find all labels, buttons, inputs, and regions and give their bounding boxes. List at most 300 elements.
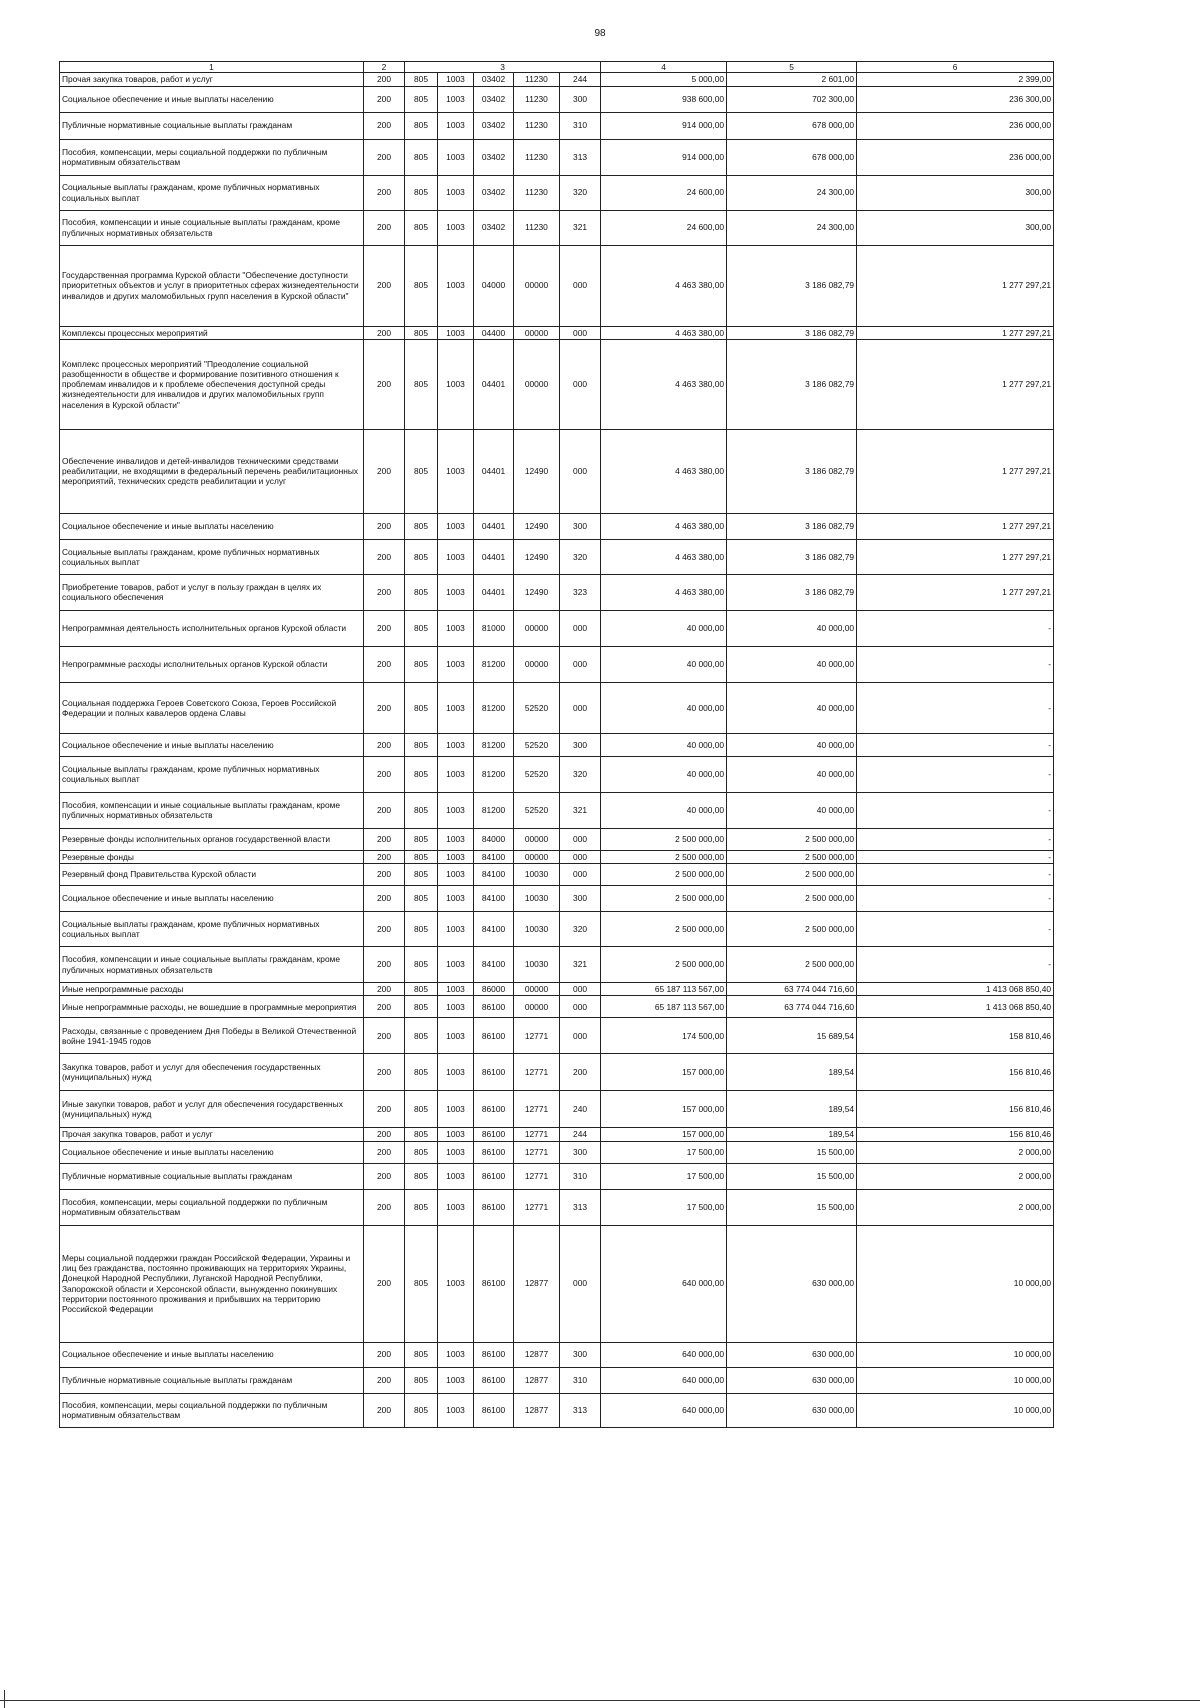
value-col-6: 2 000,00	[857, 1163, 1054, 1189]
code-program: 84100	[474, 850, 514, 863]
value-col-6: -	[857, 828, 1054, 850]
code-subsection: 1003	[438, 1128, 474, 1141]
code-gov: 200	[364, 983, 405, 996]
value-col-4: 65 187 113 567,00	[601, 983, 727, 996]
code-direction: 12490	[514, 574, 560, 610]
code-section: 805	[405, 886, 438, 912]
code-section: 805	[405, 1054, 438, 1091]
value-col-6: 1 413 068 850,40	[857, 996, 1054, 1018]
code-expense-type: 000	[560, 682, 601, 733]
code-gov: 200	[364, 339, 405, 429]
table-row	[60, 326, 1054, 339]
code-gov: 200	[364, 1367, 405, 1393]
table-row	[60, 1367, 1054, 1393]
code-section: 805	[405, 326, 438, 339]
code-direction: 00000	[514, 245, 560, 326]
value-col-6: -	[857, 947, 1054, 983]
table-row	[60, 1128, 1054, 1141]
code-expense-type: 000	[560, 828, 601, 850]
table-row	[60, 1018, 1054, 1054]
code-section: 805	[405, 112, 438, 139]
value-col-6: -	[857, 912, 1054, 947]
code-expense-type: 244	[560, 73, 601, 86]
value-col-4: 40 000,00	[601, 733, 727, 756]
code-gov: 200	[364, 1189, 405, 1225]
code-gov: 200	[364, 245, 405, 326]
value-col-4: 2 500 000,00	[601, 912, 727, 947]
value-col-6: 156 810,46	[857, 1128, 1054, 1141]
code-gov: 200	[364, 610, 405, 646]
code-direction: 00000	[514, 850, 560, 863]
value-col-5: 3 186 082,79	[727, 429, 857, 513]
code-expense-type: 244	[560, 1128, 601, 1141]
code-subsection: 1003	[438, 574, 474, 610]
row-name: Резервный фонд Правительства Курской области	[60, 864, 364, 886]
code-expense-type: 320	[560, 539, 601, 574]
code-direction: 12877	[514, 1367, 560, 1393]
value-col-4: 2 500 000,00	[601, 886, 727, 912]
row-name: Социальная поддержка Героев Советского Союза, Героев Российской Федерации и полных кавалеров ордена Славы	[60, 682, 364, 733]
value-col-5: 189,54	[727, 1091, 857, 1128]
code-direction: 12877	[514, 1225, 560, 1342]
value-col-5: 3 186 082,79	[727, 245, 857, 326]
table-row	[60, 792, 1054, 828]
code-subsection: 1003	[438, 1141, 474, 1163]
code-expense-type: 310	[560, 112, 601, 139]
code-expense-type: 300	[560, 886, 601, 912]
code-subsection: 1003	[438, 1189, 474, 1225]
value-col-4: 157 000,00	[601, 1054, 727, 1091]
page-edge-line	[0, 1700, 1200, 1701]
value-col-6: 236 000,00	[857, 112, 1054, 139]
value-col-4: 40 000,00	[601, 756, 727, 792]
value-col-5: 40 000,00	[727, 610, 857, 646]
code-program: 04401	[474, 339, 514, 429]
code-subsection: 1003	[438, 1225, 474, 1342]
code-program: 86100	[474, 1018, 514, 1054]
code-section: 805	[405, 1367, 438, 1393]
value-col-4: 640 000,00	[601, 1342, 727, 1367]
code-expense-type: 200	[560, 1054, 601, 1091]
value-col-6: -	[857, 733, 1054, 756]
value-col-6: -	[857, 886, 1054, 912]
value-col-5: 15 500,00	[727, 1141, 857, 1163]
value-col-6: 1 277 297,21	[857, 539, 1054, 574]
row-name: Непрограммные расходы исполнительных органов Курской области	[60, 646, 364, 682]
header-col-3: 3	[405, 62, 601, 73]
code-direction: 11230	[514, 112, 560, 139]
code-direction: 12490	[514, 539, 560, 574]
code-expense-type: 300	[560, 86, 601, 112]
row-name: Прочая закупка товаров, работ и услуг	[60, 1128, 364, 1141]
code-program: 04400	[474, 326, 514, 339]
value-col-4: 4 463 380,00	[601, 574, 727, 610]
table-row	[60, 1054, 1054, 1091]
code-program: 81200	[474, 646, 514, 682]
code-expense-type: 000	[560, 850, 601, 863]
table-row	[60, 610, 1054, 646]
value-col-5: 2 500 000,00	[727, 828, 857, 850]
code-section: 805	[405, 1128, 438, 1141]
row-name: Иные непрограммные расходы, не вошедшие в программные мероприятия	[60, 996, 364, 1018]
value-col-4: 938 600,00	[601, 86, 727, 112]
code-subsection: 1003	[438, 112, 474, 139]
table-row	[60, 912, 1054, 947]
code-subsection: 1003	[438, 86, 474, 112]
code-subsection: 1003	[438, 339, 474, 429]
code-subsection: 1003	[438, 1163, 474, 1189]
code-section: 805	[405, 210, 438, 245]
code-subsection: 1003	[438, 996, 474, 1018]
value-col-4: 40 000,00	[601, 610, 727, 646]
code-direction: 52520	[514, 682, 560, 733]
code-subsection: 1003	[438, 1054, 474, 1091]
code-direction: 00000	[514, 646, 560, 682]
code-program: 04401	[474, 513, 514, 539]
code-gov: 200	[364, 1342, 405, 1367]
code-section: 805	[405, 339, 438, 429]
code-direction: 11230	[514, 86, 560, 112]
row-name: Социальное обеспечение и иные выплаты населению	[60, 1342, 364, 1367]
code-section: 805	[405, 756, 438, 792]
code-program: 03402	[474, 73, 514, 86]
row-name: Закупка товаров, работ и услуг для обеспечения государственных (муниципальных) нужд	[60, 1054, 364, 1091]
table-row	[60, 339, 1054, 429]
code-program: 81200	[474, 733, 514, 756]
code-program: 03402	[474, 175, 514, 210]
code-direction: 52520	[514, 756, 560, 792]
column-number-row	[60, 62, 1054, 73]
code-direction: 12771	[514, 1189, 560, 1225]
code-gov: 200	[364, 73, 405, 86]
code-direction: 00000	[514, 983, 560, 996]
code-section: 805	[405, 1141, 438, 1163]
code-gov: 200	[364, 1128, 405, 1141]
code-subsection: 1003	[438, 210, 474, 245]
code-gov: 200	[364, 210, 405, 245]
value-col-4: 65 187 113 567,00	[601, 996, 727, 1018]
code-direction: 00000	[514, 339, 560, 429]
code-gov: 200	[364, 139, 405, 175]
code-program: 81000	[474, 610, 514, 646]
value-col-4: 40 000,00	[601, 792, 727, 828]
code-program: 86100	[474, 1225, 514, 1342]
value-col-4: 24 600,00	[601, 210, 727, 245]
code-subsection: 1003	[438, 1367, 474, 1393]
value-col-6: 10 000,00	[857, 1342, 1054, 1367]
value-col-6: 2 000,00	[857, 1189, 1054, 1225]
code-program: 81200	[474, 682, 514, 733]
row-name: Социальные выплаты гражданам, кроме публичных нормативных социальных выплат	[60, 912, 364, 947]
code-section: 805	[405, 864, 438, 886]
code-direction: 12490	[514, 513, 560, 539]
value-col-5: 189,54	[727, 1128, 857, 1141]
page-edge-mark	[4, 1690, 5, 1708]
value-col-4: 4 463 380,00	[601, 513, 727, 539]
code-direction: 12771	[514, 1054, 560, 1091]
code-gov: 200	[364, 1393, 405, 1427]
code-expense-type: 000	[560, 610, 601, 646]
code-subsection: 1003	[438, 1342, 474, 1367]
code-program: 86100	[474, 1163, 514, 1189]
code-subsection: 1003	[438, 513, 474, 539]
row-name: Социальное обеспечение и иные выплаты населению	[60, 733, 364, 756]
code-gov: 200	[364, 886, 405, 912]
code-direction: 00000	[514, 996, 560, 1018]
table-row	[60, 245, 1054, 326]
code-gov: 200	[364, 912, 405, 947]
row-name: Социальные выплаты гражданам, кроме публичных нормативных социальных выплат	[60, 175, 364, 210]
code-subsection: 1003	[438, 73, 474, 86]
value-col-4: 914 000,00	[601, 112, 727, 139]
row-name: Пособия, компенсации и иные социальные выплаты гражданам, кроме публичных нормативных обязательств	[60, 947, 364, 983]
row-name: Комплексы процессных мероприятий	[60, 326, 364, 339]
code-gov: 200	[364, 1091, 405, 1128]
value-col-5: 630 000,00	[727, 1342, 857, 1367]
value-col-5: 702 300,00	[727, 86, 857, 112]
value-col-4: 17 500,00	[601, 1141, 727, 1163]
value-col-5: 630 000,00	[727, 1225, 857, 1342]
code-direction: 00000	[514, 610, 560, 646]
code-direction: 12771	[514, 1091, 560, 1128]
table-row	[60, 1225, 1054, 1342]
value-col-5: 3 186 082,79	[727, 513, 857, 539]
code-gov: 200	[364, 1225, 405, 1342]
code-gov: 200	[364, 175, 405, 210]
value-col-6: 1 277 297,21	[857, 513, 1054, 539]
value-col-4: 2 500 000,00	[601, 850, 727, 863]
code-section: 805	[405, 429, 438, 513]
table-row	[60, 1342, 1054, 1367]
code-program: 84000	[474, 828, 514, 850]
code-program: 86100	[474, 1342, 514, 1367]
value-col-5: 3 186 082,79	[727, 539, 857, 574]
code-section: 805	[405, 513, 438, 539]
code-expense-type: 000	[560, 326, 601, 339]
code-program: 86100	[474, 1141, 514, 1163]
code-program: 86100	[474, 1393, 514, 1427]
table-row	[60, 864, 1054, 886]
code-subsection: 1003	[438, 539, 474, 574]
code-direction: 11230	[514, 210, 560, 245]
code-subsection: 1003	[438, 245, 474, 326]
code-gov: 200	[364, 1141, 405, 1163]
value-col-6: 10 000,00	[857, 1393, 1054, 1427]
table-row	[60, 112, 1054, 139]
code-program: 04401	[474, 574, 514, 610]
code-expense-type: 000	[560, 429, 601, 513]
value-col-5: 2 500 000,00	[727, 886, 857, 912]
value-col-5: 2 500 000,00	[727, 912, 857, 947]
table-row	[60, 733, 1054, 756]
value-col-5: 2 500 000,00	[727, 947, 857, 983]
code-gov: 200	[364, 429, 405, 513]
table-row	[60, 682, 1054, 733]
value-col-6: 300,00	[857, 175, 1054, 210]
code-direction: 52520	[514, 792, 560, 828]
value-col-5: 189,54	[727, 1054, 857, 1091]
value-col-6: -	[857, 792, 1054, 828]
code-section: 805	[405, 1018, 438, 1054]
code-subsection: 1003	[438, 682, 474, 733]
value-col-4: 5 000,00	[601, 73, 727, 86]
code-direction: 00000	[514, 828, 560, 850]
code-subsection: 1003	[438, 864, 474, 886]
value-col-4: 4 463 380,00	[601, 429, 727, 513]
code-expense-type: 321	[560, 947, 601, 983]
code-direction: 52520	[514, 733, 560, 756]
value-col-4: 4 463 380,00	[601, 339, 727, 429]
table-body	[60, 73, 1054, 1427]
code-subsection: 1003	[438, 1018, 474, 1054]
code-expense-type: 000	[560, 996, 601, 1018]
header-col-6: 6	[857, 62, 1054, 73]
code-gov: 200	[364, 86, 405, 112]
row-name: Социальное обеспечение и иные выплаты населению	[60, 1141, 364, 1163]
value-col-4: 40 000,00	[601, 682, 727, 733]
code-program: 86100	[474, 1189, 514, 1225]
table-row	[60, 1393, 1054, 1427]
code-expense-type: 000	[560, 1225, 601, 1342]
value-col-6: -	[857, 850, 1054, 863]
code-program: 03402	[474, 112, 514, 139]
row-name: Резервные фонды	[60, 850, 364, 863]
row-name: Публичные нормативные социальные выплаты гражданам	[60, 112, 364, 139]
code-expense-type: 000	[560, 1018, 601, 1054]
value-col-6: 1 277 297,21	[857, 574, 1054, 610]
code-program: 84100	[474, 947, 514, 983]
row-name: Комплекс процессных мероприятий "Преодоление социальной разобщенности в обществе и формирование позитивного отношения к проблемам инвалидов и к проблеме обеспечения доступной среды жизнедеятельности для инвалидов и других маломобильных групп населения в Курской области"	[60, 339, 364, 429]
value-col-5: 63 774 044 716,60	[727, 996, 857, 1018]
code-expense-type: 310	[560, 1163, 601, 1189]
code-section: 805	[405, 828, 438, 850]
code-gov: 200	[364, 1054, 405, 1091]
table-row	[60, 139, 1054, 175]
value-col-6: 158 810,46	[857, 1018, 1054, 1054]
value-col-5: 24 300,00	[727, 210, 857, 245]
code-program: 04401	[474, 429, 514, 513]
value-col-6: 2 399,00	[857, 73, 1054, 86]
code-program: 86000	[474, 983, 514, 996]
value-col-6: 1 277 297,21	[857, 429, 1054, 513]
code-program: 86100	[474, 996, 514, 1018]
table-row	[60, 86, 1054, 112]
code-program: 04000	[474, 245, 514, 326]
value-col-5: 630 000,00	[727, 1367, 857, 1393]
code-section: 805	[405, 792, 438, 828]
row-name: Иные закупки товаров, работ и услуг для обеспечения государственных (муниципальных) нужд	[60, 1091, 364, 1128]
value-col-4: 17 500,00	[601, 1163, 727, 1189]
code-section: 805	[405, 1163, 438, 1189]
value-col-4: 2 500 000,00	[601, 828, 727, 850]
code-expense-type: 310	[560, 1367, 601, 1393]
code-gov: 200	[364, 996, 405, 1018]
row-name: Пособия, компенсации и иные социальные выплаты гражданам, кроме публичных нормативных обязательств	[60, 792, 364, 828]
code-section: 805	[405, 574, 438, 610]
code-expense-type: 000	[560, 983, 601, 996]
row-name: Государственная программа Курской области "Обеспечение доступности приоритетных объектов и услуг в приоритетных сферах жизнедеятельности инвалидов и других маломобильных групп населения в Курской области"	[60, 245, 364, 326]
table-row	[60, 850, 1054, 863]
value-col-4: 640 000,00	[601, 1367, 727, 1393]
table-row	[60, 646, 1054, 682]
code-direction: 10030	[514, 864, 560, 886]
value-col-5: 40 000,00	[727, 733, 857, 756]
value-col-4: 17 500,00	[601, 1189, 727, 1225]
value-col-4: 4 463 380,00	[601, 326, 727, 339]
code-program: 86100	[474, 1128, 514, 1141]
code-subsection: 1003	[438, 912, 474, 947]
value-col-5: 63 774 044 716,60	[727, 983, 857, 996]
code-subsection: 1003	[438, 947, 474, 983]
code-subsection: 1003	[438, 983, 474, 996]
code-section: 805	[405, 646, 438, 682]
table-row	[60, 210, 1054, 245]
row-name: Расходы, связанные с проведением Дня Победы в Великой Отечественной войне 1941-1945 годов	[60, 1018, 364, 1054]
header-col-5: 5	[727, 62, 857, 73]
value-col-6: 236 000,00	[857, 139, 1054, 175]
table-row	[60, 513, 1054, 539]
code-expense-type: 300	[560, 1141, 601, 1163]
value-col-6: 300,00	[857, 210, 1054, 245]
code-direction: 11230	[514, 175, 560, 210]
value-col-5: 2 500 000,00	[727, 850, 857, 863]
table-row	[60, 947, 1054, 983]
code-subsection: 1003	[438, 139, 474, 175]
code-program: 86100	[474, 1054, 514, 1091]
code-gov: 200	[364, 792, 405, 828]
value-col-6: 2 000,00	[857, 1141, 1054, 1163]
code-section: 805	[405, 1225, 438, 1342]
value-col-6: 1 277 297,21	[857, 245, 1054, 326]
value-col-5: 3 186 082,79	[727, 339, 857, 429]
code-direction: 12877	[514, 1342, 560, 1367]
value-col-6: -	[857, 864, 1054, 886]
table-row	[60, 756, 1054, 792]
code-expense-type: 313	[560, 1189, 601, 1225]
value-col-6: -	[857, 756, 1054, 792]
value-col-5: 40 000,00	[727, 792, 857, 828]
code-section: 805	[405, 245, 438, 326]
value-col-5: 630 000,00	[727, 1393, 857, 1427]
code-expense-type: 000	[560, 339, 601, 429]
table-row	[60, 886, 1054, 912]
code-direction: 12771	[514, 1141, 560, 1163]
header-col-2: 2	[364, 62, 405, 73]
code-expense-type: 320	[560, 175, 601, 210]
code-subsection: 1003	[438, 1393, 474, 1427]
table-row	[60, 574, 1054, 610]
value-col-4: 2 500 000,00	[601, 864, 727, 886]
code-gov: 200	[364, 682, 405, 733]
value-col-4: 40 000,00	[601, 646, 727, 682]
table-row	[60, 175, 1054, 210]
row-name: Социальные выплаты гражданам, кроме публичных нормативных социальных выплат	[60, 756, 364, 792]
value-col-6: 156 810,46	[857, 1091, 1054, 1128]
code-gov: 200	[364, 1163, 405, 1189]
code-subsection: 1003	[438, 828, 474, 850]
code-subsection: 1003	[438, 886, 474, 912]
code-program: 03402	[474, 139, 514, 175]
code-section: 805	[405, 610, 438, 646]
table-row	[60, 983, 1054, 996]
row-name: Приобретение товаров, работ и услуг в пользу граждан в целях их социального обеспечения	[60, 574, 364, 610]
code-gov: 200	[364, 756, 405, 792]
header-col-4: 4	[601, 62, 727, 73]
code-direction: 12771	[514, 1128, 560, 1141]
code-section: 805	[405, 86, 438, 112]
code-direction: 12877	[514, 1393, 560, 1427]
value-col-5: 15 500,00	[727, 1163, 857, 1189]
